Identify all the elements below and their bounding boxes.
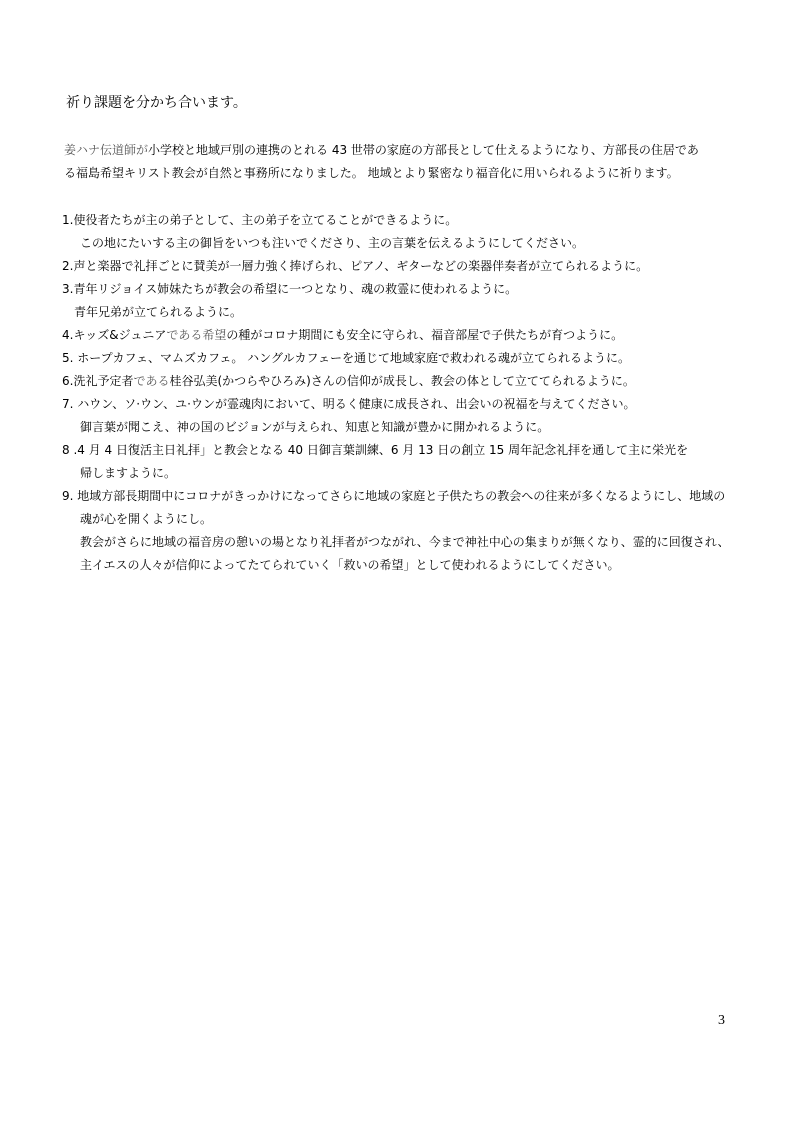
intro-paragraph <box>64 139 744 185</box>
list-item <box>62 324 752 347</box>
list-item-continuation: 御言葉が聞こえ、神の国のビジョンが与えられ、知恵と知識が豊かに開かれるように。 <box>80 420 550 434</box>
list-item-continuation: 帰しますように。 <box>80 466 177 480</box>
intro-text: 小学校と地域戸別の連携のとれる 43 世帯の家庭の方部長として仕えるようになり、方部長の住居であ <box>148 143 699 157</box>
list-item-serif-text: である希望 <box>166 328 227 342</box>
list-item: 3.青年リジョイス姉妹たちが教会の希望に一つとなり、魂の救霊に使われるように。 <box>62 282 518 296</box>
list-item: 5. ホープカフェ、マムズカフェ。 ハングルカフェーを通じて地域家庭で救われる魂が立てられるように。 <box>62 351 630 365</box>
list-item-continuation: この地にたいする主の御旨をいつも注いでくださり、主の言葉を伝えるようにしてください。 <box>80 236 585 250</box>
prayer-list <box>62 209 752 577</box>
list-item: 1.使役者たちが主の弟子として、主の弟子を立てることができるように。 <box>62 213 458 227</box>
page-heading: 祈り課題を分かち合います。 <box>66 95 247 111</box>
list-item-continuation: 青年兄弟が立てられるように。 <box>74 305 243 319</box>
intro-line: る福島希望キリスト教会が自然と事務所になりました。 地域とより緊密なり福音化に用いられるように祈ります。 <box>64 166 679 180</box>
list-item-continuation: 魂が心を開くようにし。 <box>80 512 213 526</box>
list-item-text: 6.洗礼予定者 <box>62 374 134 388</box>
list-item-continuation: 主イエスの人々が信仰によってたてられていく「救いの希望」として使われるようにしてください。 <box>80 558 620 572</box>
list-item: 9. 地域方部長期間中にコロナがきっかけになってさらに地域の家庭と子供たちの教会への往来が多くなるようにし、地域の <box>62 489 726 503</box>
list-item: 7. ハウン、ソ·ウン、ユ·ウンが霊魂肉において、明るく健康に成長され、出会いの祝福を与えてください。 <box>62 397 636 411</box>
list-item-text: 4.キッズ&ジュニア <box>62 328 167 342</box>
intro-line <box>64 139 744 162</box>
list-item-serif-text: である <box>133 374 170 388</box>
list-item <box>62 370 752 393</box>
list-item-continuation: 教会がさらに地域の福音房の憩いの場となり礼拝者がつながれ、今まで神社中心の集まりが無くなり、霊的に回復され、 <box>80 535 730 549</box>
list-item: 2.声と楽器で礼拝ごとに賛美が一層力強く捧げられ、ピアノ、ギターなどの楽器伴奏者が立てられるように。 <box>62 259 649 273</box>
list-item: 8 .4 月 4 日復活主日礼拝」と教会となる 40 日御言葉訓練、6 月 13 日の創立 15 周年記念礼拝を通して主に栄光を <box>62 443 689 457</box>
page-number: 3 <box>718 1013 725 1028</box>
list-item-text: 桂谷弘美(かつらやひろみ)さんの信仰が成長し、教会の体として立ててられるように。 <box>169 374 635 388</box>
intro-serif-text: 姜ハナ伝道師が <box>64 143 149 157</box>
list-item-text: の種がコロナ期間にも安全に守られ、福音部屋で子供たちが育つように。 <box>226 328 624 342</box>
